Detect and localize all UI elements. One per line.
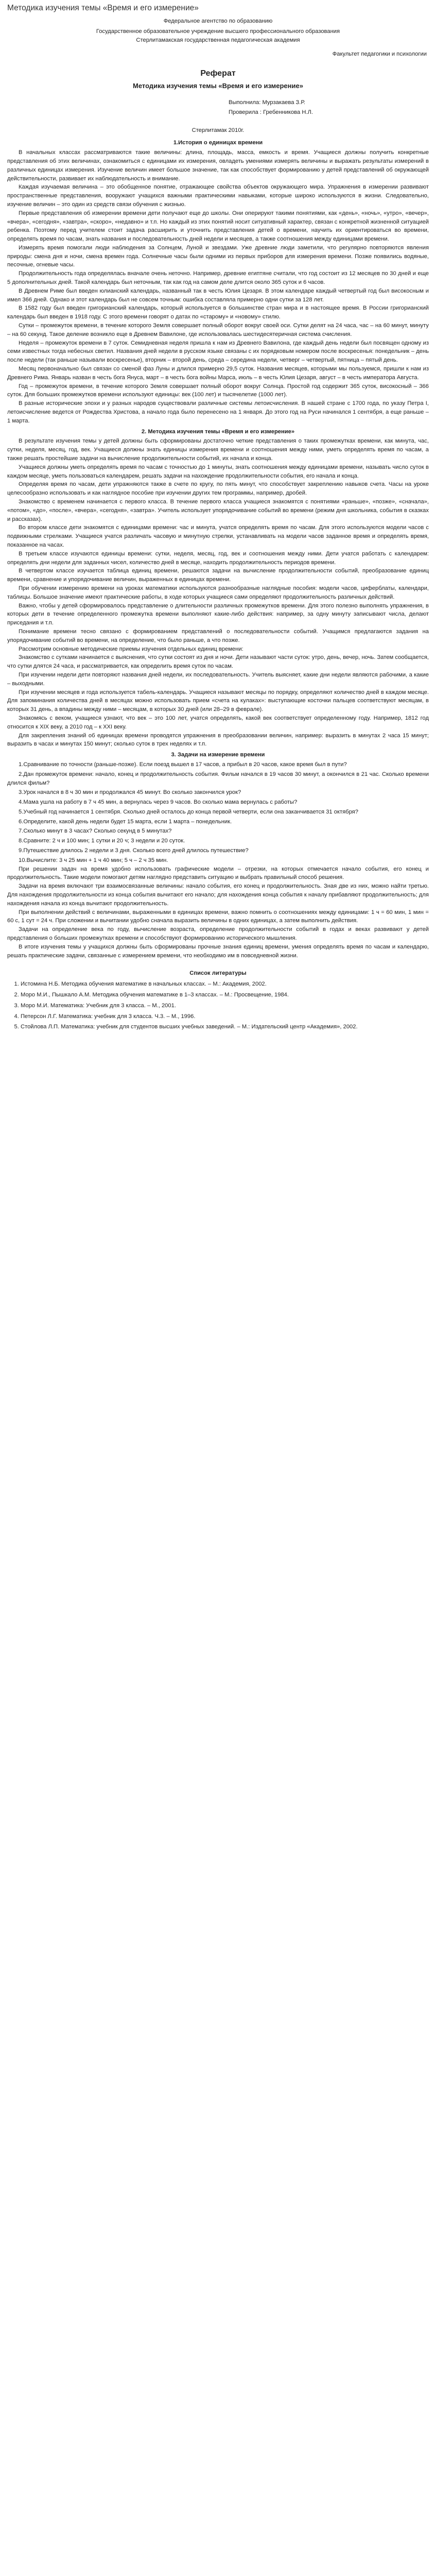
paragraph: Важно, чтобы у детей сформировалось представление о длительности различных промежутков времени. Для этого полезно выполнять упражнения, в которых дети в течение определенного промежутка времени выполняют какие-либо действия: например, за одну минуту записывают числа, делают приседания и т.п. (7, 602, 429, 626)
paragraph: Знакомство с сутками начинается с выяснения, что сутки состоят из дня и ночи. Дети называют части суток: утро, день, вечер, ночь. Затем сообщается, что сутки длятся 24 часа, и рассматривается, как определить время суток по часам. (7, 654, 429, 670)
paragraph: Знакомство с временем начинается с первого класса. В течение первого класса учащиеся знакомятся с понятиями «раньше», «позже», «сначала», «потом», «до», «после», «вчера», «сегодня», «завтра». Учитель использует упорядочивание событий во времени (режим дня школьника, события в сказках и рассказах). (7, 499, 429, 522)
paragraph: Измерять время помогали люди наблюдения за Солнцем, Луной и звездами. Уже древние люди заметили, что регулярно повторяются явления природы: смена дня и ночи, смена времен года. Солнечные часы были одними из первых приборов для измерения времени. Позже появились водяные, песочные, огневые часы. (7, 244, 429, 268)
task-item: 10.Вычислите: 3 ч 25 мин + 1 ч 40 мин; 5 ч – 2 ч 35 мин. (19, 857, 168, 863)
city-year-line: Стерлитамак 2010г. (191, 127, 245, 133)
task-item: 5.Учебный год начинается 1 сентября. Сколько дней осталось до конца первой четверти, если она заканчивается 31 октября? (19, 808, 358, 815)
paragraph: В 1582 году был введен григорианский календарь, который используется в большинстве стран мира и в настоящее время. В России григорианский календарь был введен в 1918 году. С этого времени говорят о датах по «старому» и «новому» стилю. (7, 305, 429, 320)
references-section (7, 969, 429, 1031)
references-heading: Список литературы (189, 970, 247, 977)
reference-item: 4. Петерсон Л.Г. Математика: учебник для 3 класса. Ч.3. – М., 1996. (21, 1012, 429, 1021)
reference-item: 5. Стойлова Л.П. Математика: учебник для студентов высших учебных заведений. – М.: Издательский центр «Академия», 2002. (21, 1023, 429, 1031)
paragraph: В начальных классах рассматриваются такие величины: длина, площадь, масса, емкость и время. Учащиеся должны получить конкретные представления об этих величинах, ознакомиться с единицами их измерения, овладеть умениями измерять величины и выражать результаты измерений в различных единицах измерения. Изучение величин имеет большое значение, так как способствует формированию у детей представлений об окружающей действительности, развивает их наблюдательность и внимание. (7, 149, 429, 182)
paragraph: Каждая изучаемая величина – это обобщенное понятие, отражающее свойства объектов окружающего мира. Упражнения в измерении развивают пространственные представления, вооружают учащихся важными практическими навыками, которые широко используются в жизни. Следовательно, изучение величин – это один из средств связи обучения с жизнью. (7, 184, 429, 208)
authorship-block (229, 98, 429, 117)
task-item: 1.Сравнивание по точности (раньше-позже). Если поезд вышел в 17 часов, а прибыл в 20 часов, какое время был в пути? (19, 761, 347, 768)
paragraph: Год – промежуток времени, в течение которого Земля совершает полный оборот вокруг Солнца. Простой год содержит 365 суток, високосный – 366 суток. Для больших промежутков времени используют единицы: век (100 лет) и тысячелетие (1000 лет). (7, 383, 429, 398)
task-item: 4.Мама ушла на работу в 7 ч 45 мин, а вернулась через 9 часов. Во сколько мама вернулась с работы? (19, 799, 298, 806)
paragraph: Неделя – промежуток времени в 7 суток. Семидневная неделя пришла к нам из Древнего Вавилона, где каждый день недели был посвящен одному из семи известных тогда небесных светил. Названия дней недели в русском языке связаны с их порядковым номером после воскресенья: понедельник – день после недели (так раньше называли воскресенье), вторник – второй день, среда – середина недели, четверг – четвертый, пятница – пятый день. (7, 340, 429, 364)
paragraph: Рассмотрим основные методические приемы изучения отдельных единиц времени: (19, 646, 243, 652)
document-type: Реферат (200, 69, 236, 78)
task-item: 2.Дан промежуток времени: начало, конец и продолжительность события. Фильм начался в 19 часов 30 минут, а окончился в 21 час. Сколько времени длился фильм? (7, 771, 429, 786)
paragraph: В итоге изучения темы у учащихся должны быть сформированы прочные знания единиц времени, умения определять время по часам и календарю, решать практические задачи, связанные с измерением времени, что необходимо им в повседневной жизни. (7, 943, 429, 959)
paragraph: Продолжительность года определялась вначале очень неточно. Например, древние египтяне считали, что год состоит из 12 месяцев по 30 дней и еще 5 дополнительных дней. Такой календарь был неточным, так как год на самом деле длится около 365 суток и 6 часов. (7, 270, 429, 286)
paragraph: В третьем классе изучаются единицы времени: сутки, неделя, месяц, год, век и соотношения между ними. Дети учатся работать с календарем: определять дни недели для заданных чисел, количество дней в месяце, находить продолжительность периодов времени. (7, 550, 429, 566)
references-list (7, 980, 429, 1031)
reference-item: 3. Моро М.И. Математика: Учебник для 3 класса. – М., 2001. (21, 1002, 429, 1010)
task-item: 8.Сравните: 2 ч и 100 мин; 1 сутки и 20 ч; 3 недели и 20 суток. (19, 838, 185, 844)
paragraph: Учащиеся должны уметь определять время по часам с точностью до 1 минуты, знать соотношения между единицами времени, называть число суток в каждом месяце, уметь пользоваться календарем, решать задачи на нахождение продолжительности события, его начала и конца. (7, 464, 429, 479)
paragraph: Для закрепления знаний об единицах времени проводятся упражнения в преобразовании величин, например: выразить в минутах 2 часа 15 минут; выразить в часах и минутах 150 минут; сколько суток в трех неделях и т.п. (7, 732, 429, 748)
paragraph: При изучении месяцев и года используется табель-календарь. Учащиеся называют месяцы по порядку, определяют количество дней в каждом месяце. Для запоминания количества дней в месяцах можно использовать прием «счета на кулаках»: выступающие косточки пальцев соответствуют месяцам, в которых 31 день, а впадины между ними – месяцам, в которых 30 дней (или 28–29 в феврале). (7, 689, 429, 713)
paragraph: При выполнении действий с величинами, выраженными в единицах времени, важно помнить о соотношениях между единицами: 1 ч = 60 мин, 1 мин = 60 с, 1 сут = 24 ч. При сложении и вычитании удобно сначала выразить величины в одних единицах, а затем выполнить действия. (7, 909, 429, 924)
reference-item: 1. Истомина Н.Б. Методика обучения математике в начальных классах. – М.: Академия, 2002. (21, 980, 429, 989)
page-heading: Методика изучения темы «Время и его измерение» (7, 4, 199, 12)
paragraph: Месяц первоначально был связан со сменой фаз Луны и длился примерно 29,5 суток. Названия месяцев, которыми мы пользуемся, пришли к нам из Древнего Рима. Январь назван в честь бога Януса, март – в честь бога войны Марса, июль – в честь Юлия Цезаря, август – в честь императора Августа. (7, 366, 429, 381)
title-page-header (7, 17, 429, 44)
paragraph: При обучении измерению времени на уроках математики используются разнообразные наглядные пособия: модели часов, циферблаты, календари, таблицы. Большое значение имеют практические работы, в ходе которых учащиеся сами определяют продолжительность различных действий. (7, 585, 429, 600)
paragraph: Знакомясь с веком, учащиеся узнают, что век – это 100 лет, учатся определять, какой век соответствует определенному году. Например, 1812 год относится к XIX веку, а 2010 год – к XXI веку. (7, 715, 429, 730)
document-subtitle: Методика изучения темы «Время и его измерение» (133, 82, 303, 90)
section-heading: 2. Методика изучения темы «Время и его измерение» (141, 428, 295, 435)
checker-line: Проверила : Гребенникова Н.Л. (229, 109, 313, 115)
section-heading: 1.История о единицах времени (173, 140, 263, 146)
paragraph: Первые представления об измерении времени дети получают еще до школы. Они оперируют такими понятиями, как «день», «ночь», «утро», «вечер», «вчера», «сегодня», «завтра», «скоро», «недавно» и т.п. Но каждый из этих понятий носит ситуативный характер, связан с конкретной жизненной ситуацией ребенка. Поэтому перед учителем стоит задача расширить и уточнить представления детей о времени, научить их ориентироваться во времени, определять время по часам, знать названия и последовательность дней недели и месяцев, а также соотношения между единицами времени. (7, 210, 429, 243)
task-item: 6.Определите, какой день недели будет 15 марта, если 1 марта – понедельник. (19, 818, 232, 825)
paragraph: Сутки – промежуток времени, в течение которого Земля совершает полный оборот вокруг своей оси. Сутки делят на 24 часа, час – на 60 минут, минуту – на 60 секунд. Такое деление возникло еще в Древнем Вавилоне, где использовалась шестидесятеричная система счисления. (7, 323, 429, 337)
paragraph: В четвертом классе изучается таблица единиц времени, решаются задачи на вычисление продолжительности событий, преобразование единиц времени, сравнение и упорядочивание величин, выраженных в единицах времени. (7, 568, 429, 583)
paragraph: Задачи на время включают три взаимосвязанные величины: начало события, его конец и продолжительность. Зная две из них, можно найти третью. Для нахождения продолжительности из конца события вычитают его начало; для нахождения конца события к началу прибавляют продолжительность; для нахождения начала из конца вычитают продолжительность. (7, 883, 429, 907)
paragraph: Задачи на определение века по году, вычисление возраста, определение продолжительности событий в годах и веках развивают у детей представления о больших промежутках времени и способствуют формированию исторического мышления. (7, 926, 429, 942)
paragraph: Во втором классе дети знакомятся с единицами времени: час и минута, учатся определять время по часам. Для этого используются модели часов с подвижными стрелками. Учащиеся учатся различать часовую и минутную стрелки, устанавливать на модели часов заданное время и определять время, показанное на часах. (7, 524, 429, 548)
paragraph: При изучении недели дети повторяют названия дней недели, их последовательность. Учитель выясняет, какие дни недели являются рабочими, а какие – выходными. (7, 671, 429, 687)
faculty-line: Факультет педагогики и психологии (332, 50, 427, 57)
paragraph: Понимание времени тесно связано с формированием представлений о последовательности событий. Учащимся предлагаются задания на упорядочивание событий во времени, на определение, что было раньше, а что позже. (7, 628, 429, 643)
paragraph: Определяя время по часам, дети упражняются также в счете по кругу, по пять минут, что способствует закреплению навыков счета. Часы на уроке целесообразно использовать и как наглядное пособие при изучении других тем программы, например, дробей. (7, 481, 429, 497)
institution-line: Государственное образовательное учреждение высшего профессионального образования (96, 28, 340, 35)
paragraph: При решении задач на время удобно использовать графические модели – отрезки, на которых отмечается начало события, его конец и продолжительность. Такие модели помогают детям наглядно представить ситуацию и выбрать правильный способ решения. (7, 866, 429, 881)
performer-line: Выполнила: Мурзакаева З.Р. (229, 99, 305, 106)
section-history (7, 139, 429, 425)
paragraph: В разные исторические эпохи и у разных народов существовали различные системы летоисчисления. В нашей стране с 1700 года, по указу Петра I, летоисчисление ведется от Рождества Христова, а начало года было перенесено на 1 января. До этого год на Руси начинался 1 сентября, а еще раньше – 1 марта. (7, 400, 429, 424)
paragraph: В результате изучения темы у детей должны быть сформированы достаточно четкие представления о таких промежутках времени, как минута, час, сутки, неделя, месяц, год, век. Учащиеся должны знать единицы измерения времени и соотношения между ними, уметь определять время по часам, а также решать простейшие задачи на вычисление продолжительности событий, их начала и конца. (7, 438, 429, 462)
task-item: 7.Сколько минут в 3 часах? Сколько секунд в 5 минутах? (19, 828, 172, 835)
ministry-line: Федеральное агентство по образованию (163, 18, 273, 25)
task-item: 3.Урок начался в 8 ч 30 мин и продолжался 45 минут. Во сколько закончился урок? (19, 789, 241, 796)
section-methodology (7, 428, 429, 749)
paragraph: В Древнем Риме был введен юлианский календарь, названный так в честь Юлия Цезаря. В этом календаре каждый четвертый год был високосным и имел 366 дней. Однако и этот календарь был не совсем точным: ошибка составляла примерно одни сутки за 128 лет. (7, 287, 429, 303)
reference-item: 2. Моро М.И., Пышкало А.М. Методика обучения математике в 1–3 классах. – М.: Просвещение, 1984. (21, 991, 429, 999)
section-heading: 3. Задачи на измерение времени (171, 752, 265, 758)
academy-line: Стерлитамакская государственная педагогическая академия (136, 37, 300, 43)
section-tasks (7, 751, 429, 960)
task-item: 9.Путешествие длилось 2 недели и 3 дня. Сколько всего дней длилось путешествие? (19, 848, 249, 854)
